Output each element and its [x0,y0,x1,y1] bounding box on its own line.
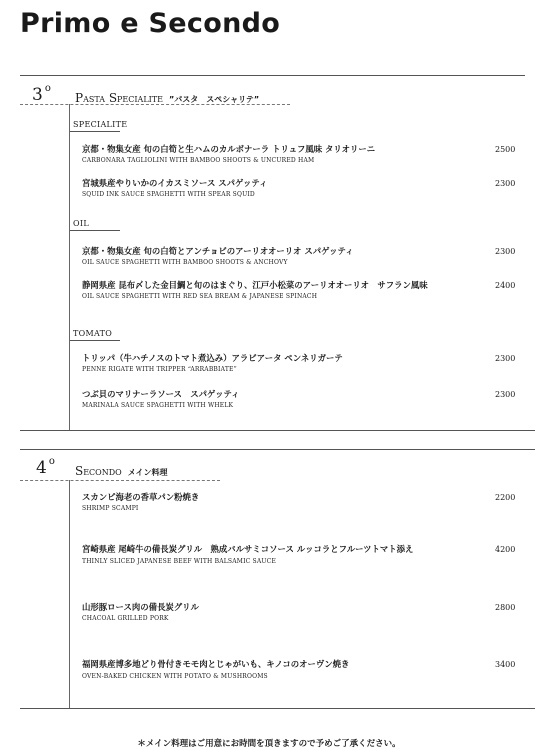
item-name-jp: 宮城県産やりいかのイカスミソース スパゲッティ [82,178,268,188]
item-name-en: THINLY SLICED JAPANESE BEEF WITH BALSAMIC SAUCE [82,558,277,565]
item-price: 2300 [495,179,516,188]
item-name-en: PENNE RIGATE WITH TRIPPER “ARRABBIATE” [82,366,237,373]
menu-title: Primo e Secondo [20,8,281,39]
item-name-en: CARBONARA TAGLIOLINI WITH BAMBOO SHOOTS & UNCURED HAM [82,157,315,164]
section-heading [75,460,168,479]
group-heading-rule [70,340,120,341]
group-heading-rule [70,131,120,132]
item-name-en: CHACOAL GRILLED PORK [82,615,169,622]
section-bottom-rule [20,708,535,709]
section-bottom-rule [20,430,535,431]
item-name-jp: スカンピ海老の香草パン粉焼き [82,492,200,502]
item-name-jp: 山形豚ロース肉の備長炭グリル [82,602,199,612]
section-name: Pasta Specialite [75,91,163,105]
section-dashed-rule [20,480,220,481]
group-heading: OIL [73,219,89,228]
section-number-value: 4 [36,458,47,478]
section-top-rule [20,449,535,450]
item-price: 2300 [495,247,516,256]
item-name-jp: 宮崎県産 尾崎牛の備長炭グリル 熟成バルサミコソース ルッコラとフルーツトマト添え [82,544,414,554]
section-top-rule [20,75,525,76]
item-price: 2400 [495,281,516,290]
section-number-degree: o [44,83,51,94]
item-price: 3400 [495,660,516,669]
item-price: 2300 [495,354,516,363]
section-number-degree: o [48,456,55,467]
section-name: Secondo [75,464,122,478]
item-name-en: SHRIMP SCAMPI [82,505,139,512]
section-dashed-rule [20,104,290,105]
section-number [36,456,55,478]
item-name-en: OVEN-BAKED CHICKEN WITH POTATO & MUSHROOMS [82,673,268,680]
item-name-en: SQUID INK SAUCE SPAGHETTI WITH SPEAR SQUID [82,191,255,198]
item-price: 2200 [495,493,516,502]
item-price: 2800 [495,603,516,612]
section-number-value: 3 [32,85,43,105]
item-name-jp: 静岡県産 昆布〆した金目鯛と旬のはまぐり、江戸小松菜のアーリオオーリオ サフラン風味 [82,280,428,290]
item-name-en: OIL SAUCE SPAGHETTI WITH RED SEA BREAM & JAPANESE SPINACH [82,293,318,300]
section-subtitle: メイン料理 [127,468,168,477]
group-heading-rule [70,230,120,231]
item-name-jp: 福岡県産博多地どり骨付きモモ肉とじゃがいも、キノコのオーヴン焼き [82,659,350,669]
item-price: 2300 [495,390,516,399]
section-vertical-rule [69,480,70,708]
item-name-en: OIL SAUCE SPAGHETTI WITH BAMBOO SHOOTS & ANCHOVY [82,259,288,266]
item-price: 4200 [495,545,516,554]
footer-note: ＊メイン料理はご用意にお時間を頂きますので予めご了承ください。 [137,739,401,749]
section-subtitle: ”パスタ スペシャリテ” [168,95,260,104]
group-heading: TOMATO [73,329,113,338]
item-name-jp: つぶ貝のマリナーラソース スパゲッティ [82,389,240,399]
section-number [32,83,51,105]
item-name-jp: 京都・物集女産 旬の白筍とアンチョビのアーリオオーリオ スパゲッティ [82,246,354,256]
item-price: 2500 [495,145,516,154]
item-name-jp: トリッパ（牛ハチノスのトマト煮込み）アラビアータ ペンネリガーテ [82,353,343,363]
group-heading: SPECIALITE [73,120,128,129]
section-vertical-rule [69,104,70,430]
item-name-jp: 京都・物集女産 旬の白筍と生ハムのカルボナーラ トリュフ風味 タリオリーニ [82,144,376,154]
item-name-en: MARINALA SAUCE SPAGHETTI WITH WHELK [82,402,234,409]
